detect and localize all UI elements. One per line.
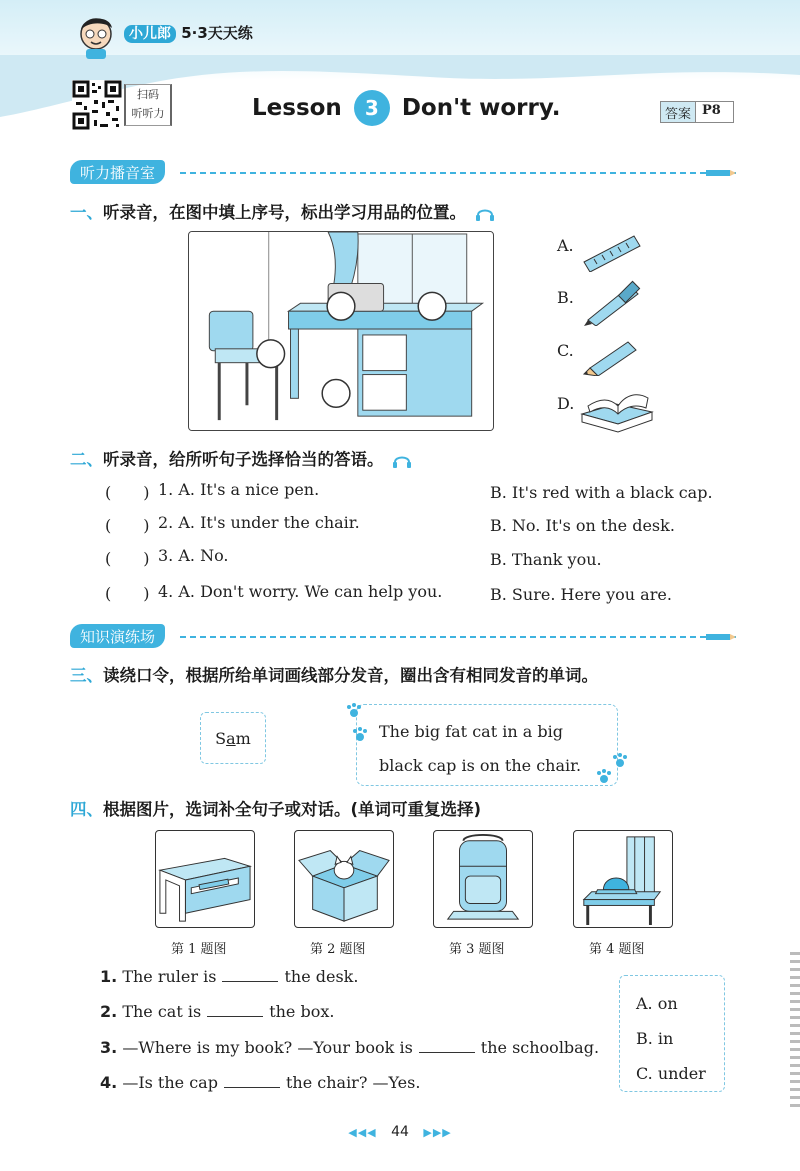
question-3-heading <box>70 662 598 686</box>
question-1-text: 听录音，在图中填上序号，标出学习用品的位置。 <box>103 203 466 222</box>
lesson-name: Don't worry. <box>401 95 561 121</box>
answer-paren-1[interactable]: ( ) <box>105 483 150 502</box>
picture-4-caption: 第 4 题图 <box>589 942 645 957</box>
paw-icon <box>596 768 612 784</box>
fill-4-number: 4. <box>100 1073 118 1092</box>
pencil-icon <box>580 336 640 376</box>
ruler-icon <box>580 232 642 272</box>
headphone-icon[interactable] <box>476 207 494 221</box>
section-tag-listening: 听力播音室 <box>70 160 165 184</box>
question-3-text: 读绕口令，根据所给单词画线部分发音，圈出含有相同发音的单词。 <box>103 666 598 685</box>
question-4-number: 四、 <box>70 800 103 819</box>
fill-sentence-3 <box>100 1038 599 1057</box>
fill-1-text-before: The ruler is <box>122 967 217 986</box>
option-a-letter: A. <box>557 236 574 255</box>
given-word-underlined: a <box>226 729 236 748</box>
paw-icon <box>346 702 362 718</box>
classroom-scene-image <box>188 231 494 431</box>
choice-a: A. on <box>636 994 678 1013</box>
scan-line2: 听听力 <box>131 107 165 120</box>
q2-item-3-option-a: 3. A. No. <box>158 546 229 565</box>
tongue-twister-box <box>356 704 618 786</box>
pencil-divider-icon <box>706 633 736 641</box>
q2-item-4-option-b: B. Sure. Here you are. <box>490 585 672 604</box>
tongue-twister-line-2[interactable]: black cap is on the chair. <box>379 756 582 775</box>
fill-2-blank[interactable] <box>207 1016 263 1017</box>
fill-2-text-before: The cat is <box>122 1002 202 1021</box>
fill-sentence-2 <box>100 1002 334 1021</box>
answer-label: 答案 <box>661 102 696 122</box>
fill-4-text-after: the chair? —Yes. <box>285 1073 421 1092</box>
fill-2-text-after: the box. <box>269 1002 335 1021</box>
brand-part1: 小儿郎 <box>124 25 176 43</box>
picture-1-ruler-under-desk <box>155 830 255 928</box>
question-1-heading <box>70 199 494 223</box>
picture-4-cap-on-chair <box>573 830 673 928</box>
brand-title <box>124 22 253 43</box>
answer-paren-2[interactable]: ( ) <box>105 516 150 535</box>
fill-4-blank[interactable] <box>224 1087 280 1088</box>
question-2-number: 二、 <box>70 450 103 469</box>
edge-marks <box>790 952 800 1112</box>
option-b-letter: B. <box>557 288 574 307</box>
lesson-word: Lesson <box>252 95 342 121</box>
fill-sentence-4 <box>100 1073 420 1092</box>
q2-item-2-option-a: 2. A. It's under the chair. <box>158 513 360 532</box>
scan-line1: 扫码 <box>137 88 159 101</box>
q2-item-1-option-b: B. It's red with a black cap. <box>490 483 713 502</box>
section-divider <box>180 172 736 174</box>
fill-3-number: 3. <box>100 1038 118 1057</box>
fill-1-text-after: the desk. <box>284 967 359 986</box>
fill-2-number: 2. <box>100 1002 118 1021</box>
fill-sentence-1 <box>100 967 358 986</box>
paw-icon <box>352 726 368 742</box>
qr-code-icon[interactable] <box>72 80 122 130</box>
picture-2-caption: 第 2 题图 <box>310 942 366 957</box>
choice-b: B. in <box>636 1029 674 1048</box>
q2-item-1-option-a: 1. A. It's a nice pen. <box>158 480 320 499</box>
lesson-title <box>252 90 560 126</box>
tongue-twister-line-1[interactable]: The big fat cat in a big <box>379 722 563 741</box>
picture-1-caption: 第 1 题图 <box>171 942 227 957</box>
picture-3-caption: 第 3 题图 <box>449 942 505 957</box>
pencil-divider-icon <box>706 169 736 177</box>
answer-page: P8 <box>702 103 721 118</box>
question-4-heading <box>70 796 481 820</box>
picture-3-schoolbag <box>433 830 533 928</box>
section-divider <box>180 636 736 638</box>
headphone-icon[interactable] <box>393 454 411 468</box>
given-word-box <box>200 712 266 764</box>
question-2-heading <box>70 446 411 470</box>
prev-arrows-icon: ◀◀◀ <box>348 1126 377 1139</box>
scan-listen-label <box>124 84 172 126</box>
fill-1-blank[interactable] <box>222 981 278 982</box>
mascot-icon <box>74 12 118 60</box>
question-4-text: 根据图片，选词补全句子或对话。(单词可重复选择) <box>103 800 482 819</box>
given-word-start: S <box>215 729 227 748</box>
option-d-letter: D. <box>557 394 575 413</box>
section-tag-knowledge: 知识演练场 <box>70 624 165 648</box>
question-3-number: 三、 <box>70 666 103 685</box>
answer-reference <box>660 101 734 123</box>
paw-icon <box>612 752 628 768</box>
q2-item-3-option-b: B. Thank you. <box>490 550 602 569</box>
picture-2-cat-in-box <box>294 830 394 928</box>
lesson-number-badge: 3 <box>354 90 390 126</box>
next-arrows-icon: ▶▶▶ <box>423 1126 452 1139</box>
question-2-text: 听录音，给所听句子选择恰当的答语。 <box>103 450 384 469</box>
book-icon <box>580 384 654 436</box>
fill-3-text-after: the schoolbag. <box>480 1038 600 1057</box>
pen-icon <box>580 280 644 326</box>
page-number: 44 <box>391 1124 409 1140</box>
question-1-number: 一、 <box>70 203 103 222</box>
answer-paren-4[interactable]: ( ) <box>105 584 150 603</box>
option-c-letter: C. <box>557 341 574 360</box>
page-footer <box>0 1124 800 1140</box>
fill-3-blank[interactable] <box>419 1052 475 1053</box>
fill-1-number: 1. <box>100 967 118 986</box>
given-word-end: m <box>235 729 251 748</box>
choice-c: C. under <box>636 1064 706 1083</box>
fill-3-text-before: —Where is my book? —Your book is <box>122 1038 413 1057</box>
answer-paren-3[interactable]: ( ) <box>105 549 150 568</box>
word-choice-box <box>619 975 725 1092</box>
fill-4-text-before: —Is the cap <box>122 1073 218 1092</box>
q2-item-2-option-b: B. No. It's on the desk. <box>490 516 675 535</box>
brand-part2: 5·3天天练 <box>181 24 253 42</box>
q2-item-4-option-a: 4. A. Don't worry. We can help you. <box>158 582 443 601</box>
